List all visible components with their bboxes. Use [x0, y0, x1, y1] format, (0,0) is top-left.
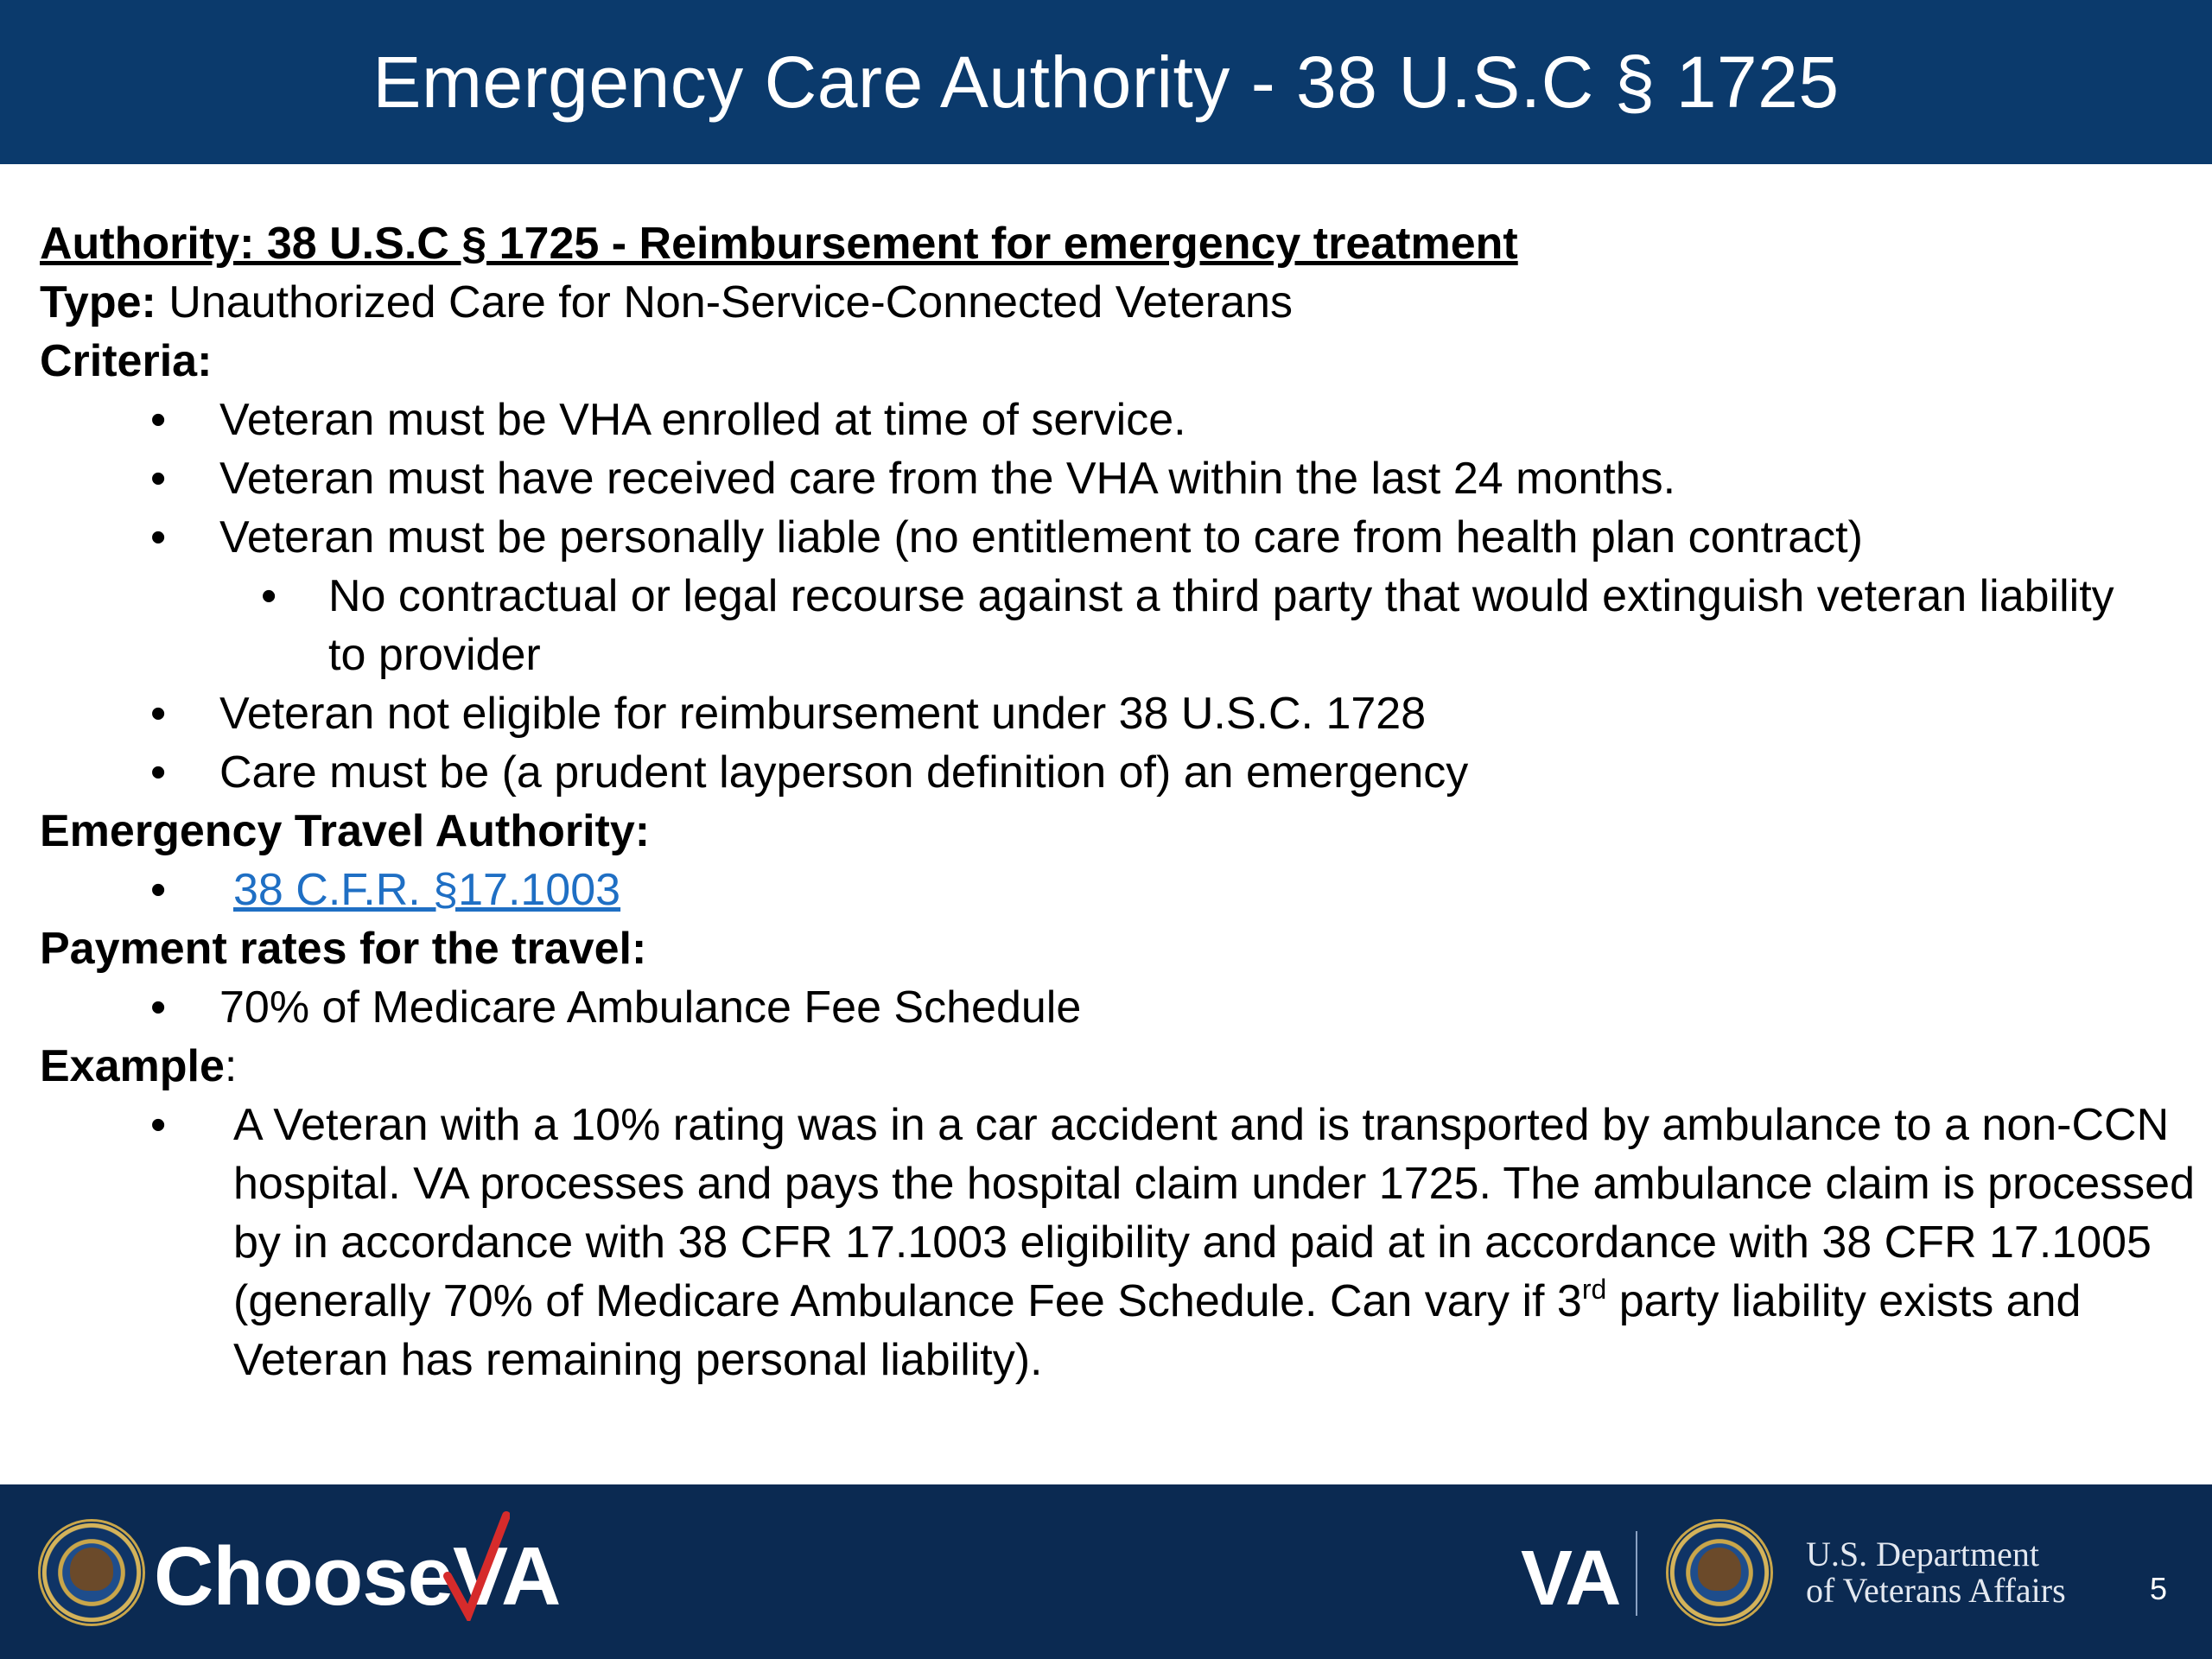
- footer-divider: [1636, 1531, 1637, 1616]
- slide-title: Emergency Care Authority - 38 U.S.C § 1725: [372, 41, 1840, 123]
- type-value: Unauthorized Care for Non-Service-Connected Veterans: [156, 277, 1293, 327]
- bullet-icon: •: [150, 747, 167, 798]
- bullet-icon: •: [261, 571, 277, 621]
- bullet-icon: •: [150, 512, 167, 563]
- criteria-item: Veteran must be personally liable (no entitlement to care from health plan contract): [219, 512, 1863, 563]
- rates-label: Payment rates for the travel:: [40, 924, 647, 974]
- list-item: [40, 861, 2191, 919]
- choose-text: Choose: [154, 1530, 454, 1623]
- bullet-icon: •: [150, 395, 167, 445]
- travel-label: Emergency Travel Authority:: [40, 806, 651, 856]
- criteria-item: Care must be (a prudent layperson definition of) an emergency: [219, 747, 1469, 798]
- example-colon: :: [224, 1041, 238, 1091]
- slide-header: [0, 0, 2212, 164]
- list-item: [40, 508, 2191, 567]
- eagle-icon: [70, 1548, 113, 1591]
- bullet-icon: •: [150, 1100, 167, 1150]
- eagle-icon: [1698, 1548, 1741, 1591]
- department-seal-icon: [1666, 1519, 1773, 1626]
- authority-heading: Authority: 38 U.S.C § 1725 - Reimbursement for emergency treatment: [40, 219, 1518, 269]
- example-label: Example: [40, 1041, 225, 1091]
- type-label: Type:: [40, 277, 156, 327]
- example-text-b: party liability exists and Veteran has remaining personal liability).: [233, 1276, 2082, 1385]
- cfr-link[interactable]: 38 C.F.R. §17.1003: [233, 865, 621, 915]
- list-item: [40, 684, 2191, 743]
- choose-va-text: VA: [453, 1530, 561, 1623]
- bullet-icon: •: [150, 689, 167, 739]
- list-item: [40, 743, 2191, 802]
- department-name: [1806, 1536, 2066, 1609]
- bullet-icon: •: [150, 454, 167, 504]
- va-wordmark: VA: [1521, 1535, 1620, 1622]
- list-item: [40, 1096, 2212, 1389]
- criteria-item: Veteran not eligible for reimbursement under 38 U.S.C. 1728: [219, 689, 1427, 739]
- slide-body: [40, 214, 2196, 1389]
- bullet-icon: •: [150, 982, 167, 1033]
- criteria-sub-item: No contractual or legal recourse against a third party that would extinguish veteran liability to provider: [328, 571, 2114, 680]
- example-text-a: A Veteran with a 10% rating was in a car accident and is transported by ambulance to a non-CCN hospital. VA processes and pays the hospital claim under 1725. The ambulance claim is processed by in accordance with 38 CFR 17.1003 eligibility and paid at in accordance with 38 CFR 17.1005 (generally 70% of Medicare Ambulance Fee Schedule. Can vary if 3: [233, 1100, 2196, 1326]
- list-item-sub: [40, 567, 2160, 684]
- list-item: [40, 449, 2191, 508]
- bullet-icon: •: [150, 865, 167, 915]
- dept-line-1: U.S. Department: [1806, 1535, 2039, 1573]
- example-sup: rd: [1581, 1274, 1607, 1305]
- criteria-label: Criteria:: [40, 336, 213, 386]
- criteria-item: Veteran must have received care from the VHA within the last 24 months.: [219, 454, 1676, 504]
- list-item: [40, 391, 2191, 449]
- criteria-item: Veteran must be VHA enrolled at time of service.: [219, 395, 1186, 445]
- page-number: 5: [2150, 1571, 2168, 1606]
- checkmark-icon: [432, 1509, 510, 1621]
- va-seal-icon: [38, 1519, 145, 1626]
- list-item: [40, 978, 2191, 1037]
- dept-line-2: of Veterans Affairs: [1806, 1571, 2066, 1610]
- type-line: [40, 273, 2191, 332]
- example-line: [40, 1037, 2191, 1096]
- rates-item: 70% of Medicare Ambulance Fee Schedule: [219, 982, 1082, 1033]
- slide-footer: [0, 1484, 2212, 1659]
- example-text: [233, 1100, 2195, 1385]
